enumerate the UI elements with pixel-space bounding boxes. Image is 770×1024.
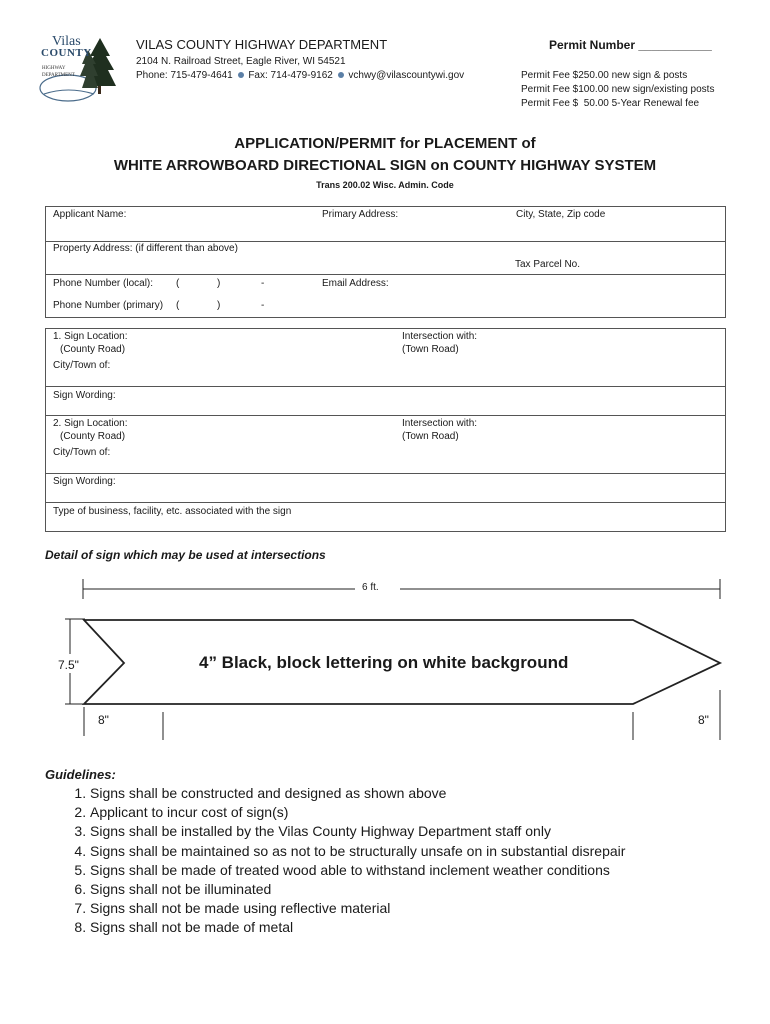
phone-text: Phone: 715-479-4641 xyxy=(136,70,233,81)
guideline-item: 2. Applicant to incur cost of sign(s) xyxy=(90,803,770,822)
logo-text-vilas: Vilas xyxy=(52,34,81,49)
guideline-item: 8. Signs shall not be made of metal xyxy=(90,918,770,937)
sign2-town-road-label: (Town Road) xyxy=(402,431,459,442)
sign2-wording-field[interactable]: Sign Wording: xyxy=(53,476,116,487)
guideline-item: 3. Signs shall be installed by the Vilas County Highway Department staff only xyxy=(90,822,770,841)
sign2-city-town-field[interactable]: City/Town of: xyxy=(53,447,111,458)
sign2-county-road-label: (County Road) xyxy=(60,431,126,442)
left-point-label: 8" xyxy=(98,713,109,727)
phone-local-paren-open: ( xyxy=(176,278,180,289)
guideline-item: 7. Signs shall not be made using reflective material xyxy=(90,899,770,918)
applicant-name-field[interactable]: Applicant Name: xyxy=(53,209,127,220)
sign1-intersection-field[interactable]: Intersection with: xyxy=(402,331,478,342)
email-text: vchwy@vilascountywi.gov xyxy=(348,70,465,81)
logo-text-highway: HIGHWAY xyxy=(42,66,66,71)
tax-parcel-field[interactable]: Tax Parcel No. xyxy=(515,259,581,270)
department-address: 2104 N. Railroad Street, Eagle River, WI 54521 xyxy=(136,56,346,67)
sign-lettering-text: 4” Black, block lettering on white background xyxy=(199,653,569,672)
city-state-zip-field[interactable]: City, State, Zip code xyxy=(516,209,606,220)
divider xyxy=(45,386,726,387)
sign1-county-road-label: (County Road) xyxy=(60,344,126,355)
property-address-field[interactable]: Property Address: (if different than above) xyxy=(53,243,238,254)
logo-text-department: DEPARTMENT xyxy=(42,73,75,78)
sign1-location-field[interactable]: 1. Sign Location: xyxy=(53,331,128,342)
sign-height-label: 7.5" xyxy=(58,658,79,672)
guideline-item: 6. Signs shall not be illuminated xyxy=(90,880,770,899)
phone-local-paren-close: ) xyxy=(217,278,221,289)
primary-address-field[interactable]: Primary Address: xyxy=(322,209,399,220)
sign1-town-road-label: (Town Road) xyxy=(402,344,459,355)
guideline-item: 5. Signs shall be made of treated wood able to withstand inclement weather conditions xyxy=(90,861,770,880)
bullet-dot-icon xyxy=(338,72,344,78)
detail-heading: Detail of sign which may be used at intersections xyxy=(45,548,326,562)
sign2-intersection-field[interactable]: Intersection with: xyxy=(402,418,478,429)
divider xyxy=(45,502,726,503)
right-point-label: 8" xyxy=(698,713,709,727)
sign1-city-town-field[interactable]: City/Town of: xyxy=(53,360,111,371)
divider xyxy=(45,415,726,416)
form-title-line1: APPLICATION/PERMIT for PLACEMENT of xyxy=(234,135,536,152)
phone-local-field[interactable]: Phone Number (local): xyxy=(53,278,154,289)
admin-code: Trans 200.02 Wisc. Admin. Code xyxy=(316,180,454,190)
sign-width-label: 6 ft. xyxy=(362,582,379,593)
sign1-wording-field[interactable]: Sign Wording: xyxy=(53,390,116,401)
department-name: VILAS COUNTY HIGHWAY DEPARTMENT xyxy=(136,37,388,52)
bullet-dot-icon xyxy=(238,72,244,78)
county-logo xyxy=(38,36,116,104)
phone-primary-dash: - xyxy=(261,300,265,311)
logo-text-county: COUNTY xyxy=(41,47,92,59)
phone-local-dash: - xyxy=(261,278,265,289)
contact-line xyxy=(136,70,464,81)
sign2-location-field[interactable]: 2. Sign Location: xyxy=(53,418,128,429)
guideline-item: 1. Signs shall be constructed and designed as shown above xyxy=(90,784,770,803)
email-address-field[interactable]: Email Address: xyxy=(322,278,389,289)
guidelines-heading: Guidelines: xyxy=(45,767,116,782)
phone-primary-paren-close: ) xyxy=(217,300,221,311)
phone-primary-field[interactable]: Phone Number (primary) xyxy=(53,300,164,311)
phone-primary-paren-open: ( xyxy=(176,300,180,311)
fee-renewal: Permit Fee $ 50.00 5-Year Renewal fee xyxy=(521,98,700,109)
permit-number-field[interactable]: Permit Number ___________ xyxy=(549,38,712,52)
fee-new-sign: Permit Fee $250.00 new sign & posts xyxy=(521,70,688,81)
guideline-item: 4. Signs shall be maintained so as not to be structurally unsafe on in substantial disrepair xyxy=(90,842,770,861)
divider xyxy=(45,473,726,474)
fee-existing-posts: Permit Fee $100.00 new sign/existing posts xyxy=(521,84,715,95)
form-title-line2: WHITE ARROWBOARD DIRECTIONAL SIGN on COUNTY HIGHWAY SYSTEM xyxy=(113,157,657,174)
business-type-field[interactable]: Type of business, facility, etc. associated with the sign xyxy=(53,506,292,517)
divider xyxy=(45,274,726,275)
guidelines-list xyxy=(44,784,770,938)
fax-text: Fax: 714-479-9162 xyxy=(248,70,333,81)
